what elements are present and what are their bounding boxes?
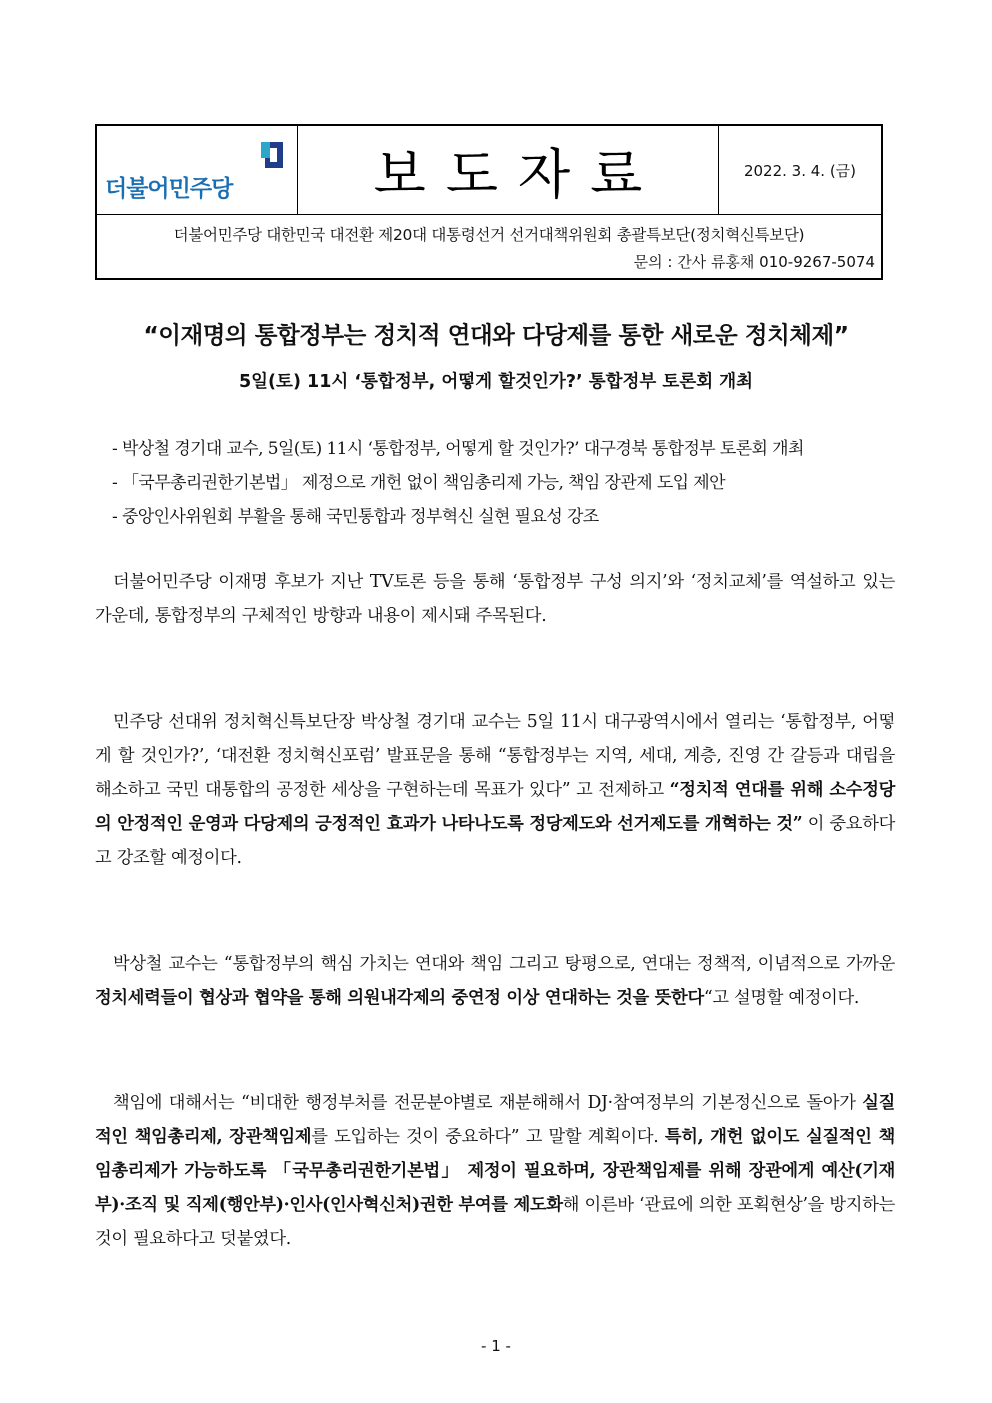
paragraph-text: 박상철 교수는 “통합정부의 핵심 가치는 연대와 책임 그리고 탕평으로, 연대는 정책적, 이념적으로 가까운	[113, 954, 895, 974]
contact-line: 문의 : 간사 류홍채 010-9267-5074	[633, 253, 875, 271]
release-date: 2022. 3. 4. (금)	[743, 161, 857, 180]
party-emblem-icon	[259, 140, 285, 170]
paragraph-2	[95, 705, 895, 875]
paragraph-3	[95, 947, 895, 1015]
headline: “이재명의 통합정부는 정치적 연대와 다당제를 통한 새로운 정치체제”	[143, 321, 849, 349]
paragraph-text: 해 이른바 ‘관료에 의한 포획현상’을 방지하는 것이 필요하다고 덧붙였다.	[95, 1195, 895, 1249]
paragraph-4	[95, 1086, 895, 1256]
bullet-item: - 「국무총리권한기본법」 제정으로 개헌 없이 책임총리제 가능, 책임 장관제 도입 제안	[112, 473, 725, 493]
page-number: - 1 -	[481, 1337, 511, 1355]
paragraph-text: 를 도입하는 것이 중요하다” 고 말할 계획이다.	[311, 1127, 665, 1147]
bullet-item: - 박상철 경기대 교수, 5일(토) 11시 ‘통합정부, 어떻게 할 것인가?’ 대구경북 통합정부 토론회 개최	[112, 439, 804, 459]
press-release-title: 보도자료	[373, 142, 663, 206]
press-release-header	[95, 124, 883, 280]
paragraph-text: 책임에 대해서는 “비대한 행정부처를 전문분야별로 재분해해서 DJ·참여정부의 기본정신으로 돌아가	[113, 1093, 863, 1113]
paragraph-text: 이 중요하다고 강조할 예정이다.	[95, 814, 895, 868]
title-cell	[298, 126, 719, 214]
paragraph-text: “고 설명할 예정이다.	[703, 988, 860, 1008]
organization-line: 더불어민주당 대한민국 대전환 제20대 대통령선거 선거대책위원회 총괄특보단(정치혁신특보단)	[173, 226, 805, 244]
header-top-row	[97, 126, 881, 215]
subheadline: 5일(토) 11시 ‘통합정부, 어떻게 할것인가?’ 통합정부 토론회 개최	[238, 372, 754, 392]
paragraph-text: 더불어민주당 이재명 후보가 지난 TV토론 등을 통해 ‘통합정부 구성 의지’와 ‘정치교체’를 역설하고 있는 가운데, 통합정부의 구체적인 방향과 내용이 제시돼 주목된다.	[95, 572, 895, 626]
paragraph-emphasis: 특히, 개헌 없이도 실질적인 책임총리제가 가능하도록 「국무총리권한기본법」 제정이 필요하며, 장관책임제를 위해 장관에게 예산(기재부)·조직 및 직제(행안부)·인사(인사혁신처)권한 부여를 제도화	[95, 1127, 895, 1215]
paragraph-1	[95, 565, 895, 633]
paragraph-emphasis: 정치세력들이 협상과 협약을 통해 의원내각제의 중연정 이상 연대하는 것을 뜻한다	[95, 988, 704, 1008]
paragraph-emphasis: 실질적인 책임총리제, 장관책임제	[95, 1093, 895, 1147]
paragraph-emphasis: “정치적 연대를 위해 소수정당의 안정적인 운영과 다당제의 긍정적인 효과가 나타나도록 정당제도와 선거제도를 개혁하는 것”	[95, 780, 895, 834]
party-logo	[97, 126, 298, 214]
bullet-item: - 중앙인사위원회 부활을 통해 국민통합과 정부혁신 실현 필요성 강조	[112, 507, 599, 527]
summary-bullets	[112, 432, 902, 534]
party-logo-text: 더불어민주당	[105, 176, 233, 202]
paragraph-text: 민주당 선대위 정치혁신특보단장 박상철 경기대 교수는 5일 11시 대구광역시에서 열리는 ‘통합정부, 어떻게 할 것인가?’, ‘대전환 정치혁신포럼’ 발표문을 통해 “통합정부는 지역, 세대, 계층, 진영 간 갈등과 대립을 해소하고 국민 대통합의 공정한 세상을 구현하는데 목표가 있다” 고 전제하고	[95, 712, 895, 800]
